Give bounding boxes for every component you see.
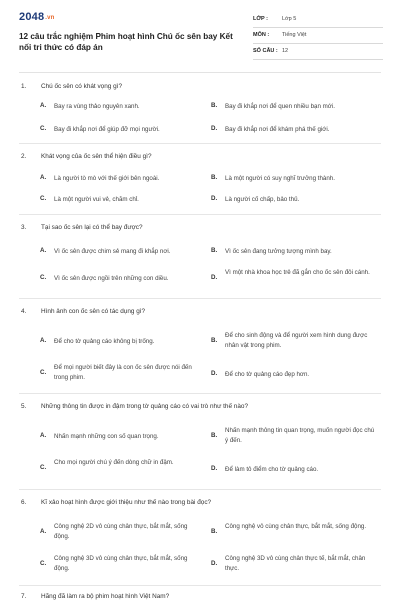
- question-divider: [19, 143, 381, 144]
- option-letter: C.: [40, 195, 47, 202]
- option-letter: A.: [40, 102, 47, 109]
- option-text: Là người tò mò với thế giới bên ngoài.: [54, 175, 160, 182]
- option-letter: B.: [211, 528, 218, 535]
- meta-value: 12: [282, 48, 289, 54]
- document-title: 12 câu trắc nghiệm Phim hoạt hình Chú ốc sên bay Kết nối tri thức có đáp án: [19, 32, 233, 52]
- document-header: [0, 0, 400, 66]
- document-meta: [253, 12, 383, 60]
- question-number: 2.: [21, 153, 27, 160]
- question-number: 6.: [21, 499, 27, 506]
- option-text: Nhấn mạnh thông tin quan trọng, muốn người đọc chú ý đến.: [225, 427, 375, 444]
- option-letter: C.: [40, 369, 47, 376]
- question-number: 5.: [21, 403, 27, 410]
- option-text: Vì ốc sên đang tưởng tượng mình bay.: [225, 248, 332, 255]
- option-text: Để mọi người biết đây là con ốc sên được nói đến trong phim.: [54, 364, 192, 381]
- option-letter: D.: [211, 125, 218, 132]
- question-divider: [19, 214, 381, 215]
- option-text: Nhấn mạnh những con số quan trọng.: [54, 433, 159, 440]
- option-text: Công nghệ 3D vô cùng chân thực tế, bắt mắt, chân thực.: [225, 555, 366, 572]
- site-logo[interactable]: [19, 11, 55, 23]
- question-text: Tại sao ốc sên lại có thể bay được?: [41, 224, 143, 231]
- meta-value: Lớp 5: [282, 16, 297, 22]
- option-text: Để làm tô điểm cho tờ quảng cáo.: [225, 466, 319, 473]
- option-letter: A.: [40, 432, 47, 439]
- option-text: Bay đi khắp nơi để quen nhiều bạn mới.: [225, 103, 335, 110]
- option-letter: D.: [211, 195, 218, 202]
- option-text: Cho mọi người chú ý đến dòng chữ in đậm.: [54, 459, 174, 466]
- option-letter: D.: [211, 274, 218, 281]
- question-number: 7.: [21, 593, 27, 600]
- meta-row-subject: [253, 28, 383, 44]
- option-text: Vì ốc sên được ngồi trên những con diều.: [54, 275, 169, 282]
- meta-key: LỚP :: [253, 16, 268, 22]
- option-text: Để cho tờ quảng cáo đẹp hơn.: [225, 371, 310, 378]
- option-text: Là một người vui vẻ, chăm chỉ.: [54, 196, 139, 203]
- option-letter: B.: [211, 102, 218, 109]
- question-text: Chú ốc sên có khát vọng gì?: [41, 83, 123, 90]
- option-letter: C.: [40, 560, 47, 567]
- option-text: Công nghệ vô cùng chân thực, bắt mắt, sống động.: [225, 523, 367, 530]
- meta-key: SỐ CÂU :: [253, 48, 278, 54]
- option-letter: D.: [211, 465, 218, 472]
- question-divider: [19, 489, 381, 490]
- option-text: Để cho tờ quảng cáo không bị trống.: [54, 338, 155, 345]
- question-divider: [19, 585, 381, 586]
- option-letter: A.: [40, 174, 47, 181]
- option-text: Công nghệ 2D vô cùng chân thực, bắt mắt, sống động.: [54, 523, 188, 540]
- option-letter: C.: [40, 274, 47, 281]
- option-letter: B.: [211, 432, 218, 439]
- question-text: Khát vọng của ốc sên thể hiện điều gì?: [41, 153, 152, 160]
- question-text: Hình ảnh con ốc sên có tác dụng gì?: [41, 308, 146, 315]
- logo-suffix: .vn: [45, 15, 55, 21]
- option-text: Là một người có suy nghĩ trưởng thành.: [225, 175, 335, 182]
- meta-row-count: [253, 44, 383, 60]
- option-letter: C.: [40, 464, 47, 471]
- option-text: Vì ốc sên được chim sẻ mang đi khắp nơi.: [54, 248, 171, 255]
- option-letter: A.: [40, 528, 47, 535]
- question-number: 1.: [21, 83, 27, 90]
- option-text: Vì một nhà khoa học trẻ đã gắn cho ốc sên đôi cánh.: [225, 269, 370, 276]
- question-divider: [19, 298, 381, 299]
- meta-key: MÔN :: [253, 32, 270, 38]
- option-text: Để cho sinh động và để người xem hình dung được nhân vật trong phim.: [225, 332, 368, 349]
- option-letter: B.: [211, 174, 218, 181]
- option-letter: A.: [40, 337, 47, 344]
- logo-text: 2048: [19, 11, 45, 23]
- meta-row-class: [253, 12, 383, 28]
- option-letter: B.: [211, 247, 218, 254]
- option-text: Là người cố chấp, bảo thủ.: [225, 196, 300, 203]
- question-number: 4.: [21, 308, 27, 315]
- option-text: Bay đi khắp nơi để giúp đỡ mọi người.: [54, 126, 160, 133]
- meta-value: Tiếng Việt: [282, 32, 307, 38]
- question-number: 3.: [21, 224, 27, 231]
- question-text: Hãng đã làm ra bộ phim hoạt hình Việt Nam?: [41, 593, 170, 600]
- option-letter: D.: [211, 560, 218, 567]
- option-letter: A.: [40, 247, 47, 254]
- option-letter: D.: [211, 370, 218, 377]
- question-text: Những thông tin được in đậm trong tờ quảng cáo có vai trò như thế nào?: [41, 403, 249, 410]
- header-divider: [19, 72, 381, 73]
- option-letter: C.: [40, 125, 47, 132]
- option-letter: B.: [211, 337, 218, 344]
- option-text: Công nghệ 3D vô cùng chân thực, bắt mắt, sống động.: [54, 555, 188, 572]
- option-text: Bay ra vùng thảo nguyên xanh.: [54, 103, 140, 110]
- question-text: Kĩ xảo hoạt hình được giới thiệu như thế nào trong bài đọc?: [41, 499, 212, 506]
- option-text: Bay đi khắp nơi để khám phá thế giới.: [225, 126, 330, 133]
- question-divider: [19, 393, 381, 394]
